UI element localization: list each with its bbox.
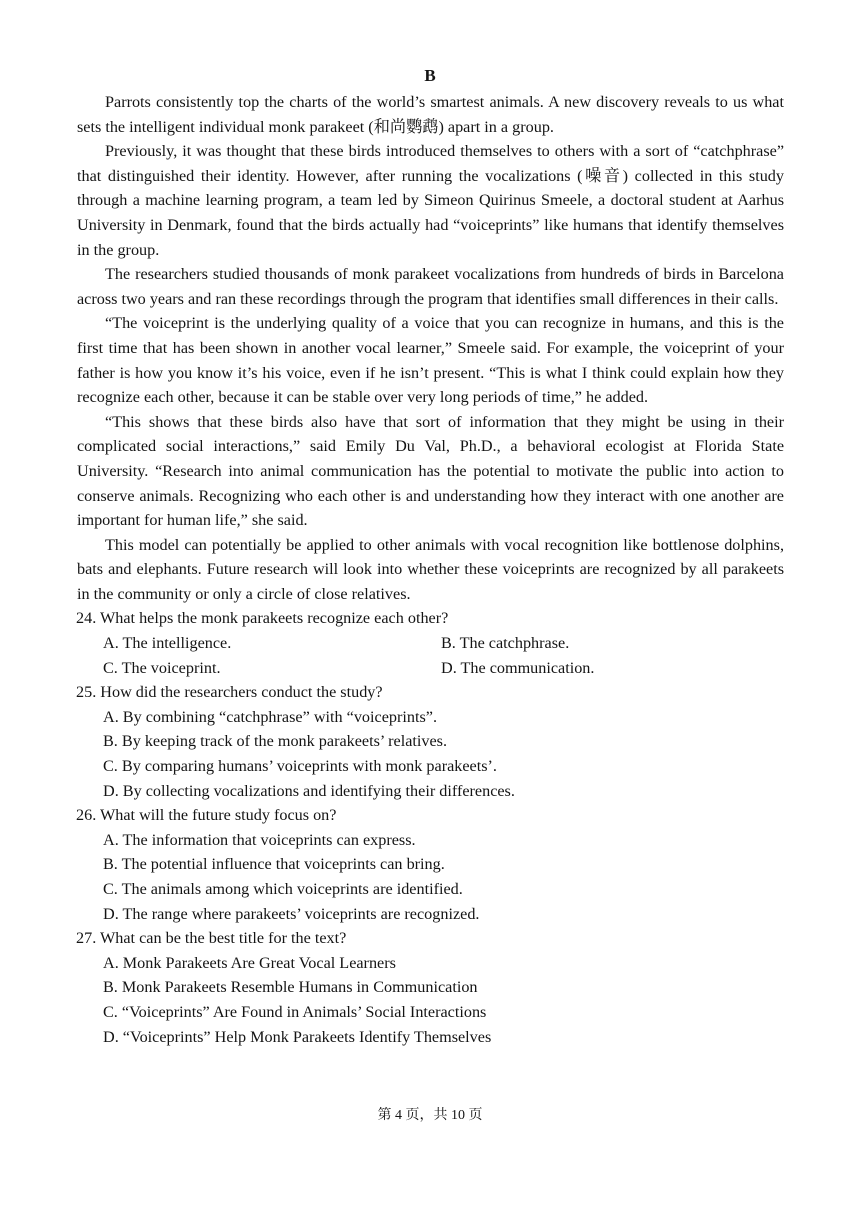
question-25 <box>77 680 784 803</box>
answer-option-b: B. The catchphrase. <box>441 634 570 653</box>
passage-paragraph: The researchers studied thousands of monk parakeet vocalizations from hundreds of birds in Barcelona across two years and ran these recordings through the program that identifies small differences in their calls. <box>77 265 784 308</box>
answer-option-d: D. The range where parakeets’ voiceprints are recognized. <box>103 904 480 923</box>
answer-option-b: B. By keeping track of the monk parakeets’ relatives. <box>103 732 448 751</box>
answer-option-a: A. The information that voiceprints can express. <box>103 830 416 849</box>
page-footer: 第 4 页，共 10 页 <box>377 1108 483 1123</box>
question-stem: 25. How did the researchers conduct the study? <box>76 683 383 702</box>
answer-options <box>77 828 784 926</box>
answer-options <box>77 951 784 1049</box>
answer-option-b: B. Monk Parakeets Resemble Humans in Communication <box>103 978 478 997</box>
passage-paragraph: This model can potentially be applied to other animals with vocal recognition like bottlenose dolphins, bats and elephants. Future research will look into whether these voiceprints are recognized by all parakeets in the community or only a circle of close relatives. <box>77 535 784 603</box>
section-heading: B <box>424 66 436 85</box>
reading-body <box>77 90 784 1049</box>
answer-option-c: C. The voiceprint. <box>103 658 221 677</box>
answer-option-d: D. By collecting vocalizations and identifying their differences. <box>103 781 515 800</box>
answer-option-a: A. The intelligence. <box>103 634 232 653</box>
passage-paragraph: Previously, it was thought that these birds introduced themselves to others with a sort of “catchphrase” that distinguished their identity. However, after running the vocalizations (噪音) collected in this study through a machine learning program, a team led by Simeon Quirinus Smeele, a doctoral student at Aarhus University in Denmark, found that the birds actually had “voiceprints” like humans that identify themselves in the group. <box>77 142 784 259</box>
answer-option-d: D. The communication. <box>441 658 595 677</box>
answer-option-b: B. The potential influence that voiceprints can bring. <box>103 855 445 874</box>
question-24 <box>77 606 784 680</box>
question-27 <box>77 926 784 1049</box>
passage-paragraph: Parrots consistently top the charts of the world’s smartest animals. A new discovery reveals to us what sets the intelligent individual monk parakeet (和尚鹦鹉) apart in a group. <box>77 93 784 136</box>
question-stem: 24. What helps the monk parakeets recognize each other? <box>76 609 449 628</box>
answer-option-a: A. Monk Parakeets Are Great Vocal Learners <box>103 953 396 972</box>
passage-paragraph: “The voiceprint is the underlying quality of a voice that you can recognize in humans, and this is the first time that has been shown in another vocal learner,” Smeele said. For example, the voiceprint of your father is how you know it’s his voice, even if he isn’t present. “This is what I think could explain how they recognize each other, because it can be stable over very long periods of time,” he added. <box>77 314 784 407</box>
answer-option-c: C. “Voiceprints” Are Found in Animals’ Social Interactions <box>103 1002 487 1021</box>
answer-option-a: A. By combining “catchphrase” with “voiceprints”. <box>103 707 437 726</box>
answer-option-c: C. By comparing humans’ voiceprints with monk parakeets’. <box>103 757 497 776</box>
answer-option-d: D. “Voiceprints” Help Monk Parakeets Identify Themselves <box>103 1027 492 1046</box>
answer-options <box>77 631 784 680</box>
passage-paragraph: “This shows that these birds also have that sort of information that they might be using in their complicated social interactions,” said Emily Du Val, Ph.D., a behavioral ecologist at Florida State University. “Research into animal communication has the potential to motivate the public into action to conserve animals. Recognizing who each other is and understanding how they interact with one another are important for human life,” she said. <box>77 412 784 530</box>
answer-option-c: C. The animals among which voiceprints are identified. <box>103 880 463 898</box>
answer-options <box>77 705 784 803</box>
question-26 <box>77 803 784 926</box>
question-stem: 26. What will the future study focus on? <box>76 806 337 825</box>
question-stem: 27. What can be the best title for the text? <box>76 929 347 948</box>
